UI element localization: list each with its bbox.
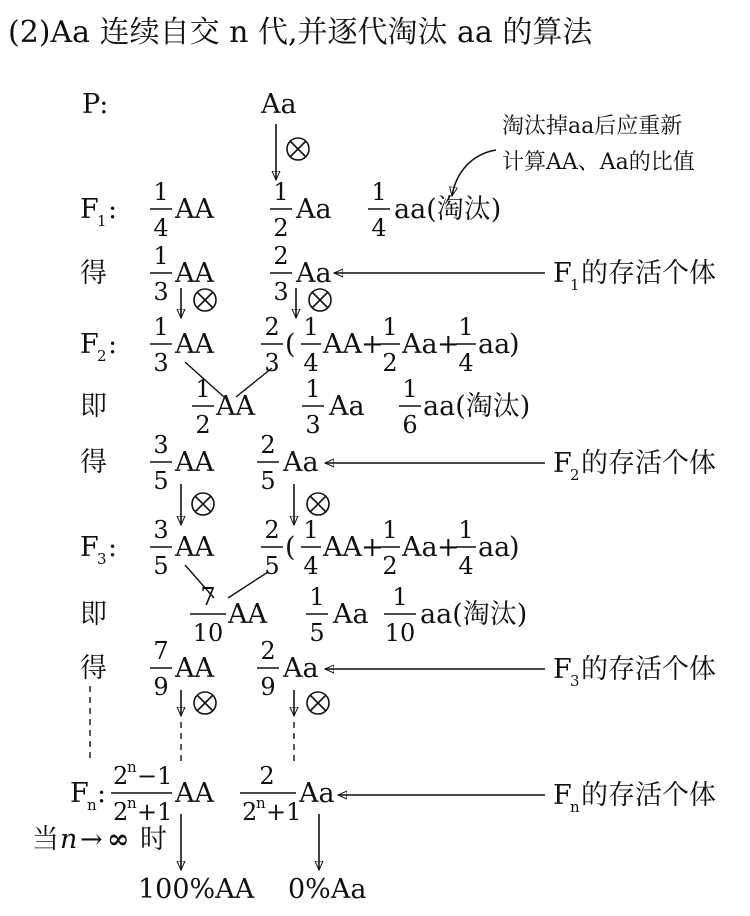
ji2-label: 即 — [80, 599, 107, 630]
svg-text:3: 3 — [153, 278, 169, 306]
svg-text:的存活个体: 的存活个体 — [581, 258, 716, 289]
svg-text:4: 4 — [303, 552, 319, 580]
f3-merge-line-right — [228, 572, 268, 598]
p-label: P: — [82, 89, 109, 120]
svg-text:2: 2 — [113, 798, 129, 826]
svg-text:n: n — [127, 794, 137, 812]
svg-text:1: 1 — [303, 516, 319, 544]
svg-text:7: 7 — [200, 583, 216, 611]
svg-text:2: 2 — [273, 242, 289, 270]
f2-term-Aa: Aa — [402, 329, 438, 360]
svg-text:2: 2 — [273, 214, 289, 242]
de2-label: 得 — [80, 447, 107, 478]
ji1-fraction-Aa — [302, 375, 324, 439]
svg-text:1: 1 — [305, 375, 321, 403]
svg-text:1: 1 — [153, 242, 169, 270]
svg-text:2: 2 — [382, 552, 398, 580]
svg-text:10: 10 — [192, 619, 224, 647]
svg-text:1: 1 — [303, 313, 319, 341]
ji1-genotype-Aa: Aa — [329, 391, 365, 422]
f3-term-fraction-1 — [301, 516, 321, 580]
de3-Aa-self-icon — [307, 692, 329, 714]
svg-text:1: 1 — [273, 178, 289, 206]
note-curved-arrow — [452, 150, 496, 196]
svg-text:+1: +1 — [137, 798, 173, 826]
svg-text:5: 5 — [153, 467, 169, 495]
svg-text:F: F — [70, 778, 89, 809]
ji2-genotype-AA: AA — [228, 599, 267, 630]
de3-genotype-Aa: Aa — [283, 653, 319, 684]
f1-label — [80, 194, 117, 230]
svg-text:5: 5 — [260, 467, 276, 495]
f3-genotype-AA: AA — [175, 532, 214, 563]
svg-text:n: n — [256, 794, 266, 812]
svg-text:1: 1 — [382, 516, 398, 544]
svg-text:3: 3 — [305, 411, 321, 439]
svg-text:时: 时 — [140, 824, 167, 855]
de2-fraction-Aa — [257, 431, 279, 495]
svg-text:2: 2 — [382, 349, 398, 377]
svg-text:F: F — [553, 654, 572, 685]
f3-close-paren: ) — [509, 532, 520, 563]
ji2-fraction-AA — [190, 583, 226, 647]
p-genotype: Aa — [261, 89, 297, 120]
ji1-label: 即 — [80, 391, 107, 422]
de3-AA-self-icon — [194, 692, 216, 714]
svg-text:3: 3 — [153, 349, 169, 377]
svg-text:的存活个体: 的存活个体 — [581, 448, 716, 479]
svg-text:∞: ∞ — [107, 824, 130, 855]
de3-survivor-label — [553, 654, 716, 690]
svg-text:6: 6 — [402, 411, 418, 439]
f2-close-paren: ) — [509, 329, 520, 360]
svg-text:1: 1 — [309, 583, 325, 611]
svg-text::: : — [108, 532, 118, 563]
svg-text:5: 5 — [153, 552, 169, 580]
svg-text:2: 2 — [195, 411, 211, 439]
f1-genotype-AA: AA — [175, 194, 214, 225]
de1-genotype-Aa: Aa — [296, 258, 332, 289]
svg-text:3: 3 — [264, 349, 280, 377]
svg-text:9: 9 — [153, 673, 169, 701]
svg-text:3: 3 — [153, 431, 169, 459]
svg-text::: : — [108, 329, 118, 360]
de2-survivor-label — [553, 448, 716, 484]
svg-text:n: n — [570, 798, 580, 816]
f3-coef-fraction — [261, 516, 283, 580]
fn-genotype-Aa: Aa — [299, 778, 335, 809]
svg-text:当: 当 — [32, 824, 59, 855]
ji2-fraction-aa — [384, 583, 416, 647]
fn-genotype-AA: AA — [175, 778, 214, 809]
f3-plus-1: + — [361, 532, 384, 563]
svg-text:10: 10 — [384, 619, 416, 647]
svg-text:9: 9 — [260, 673, 276, 701]
svg-text:4: 4 — [458, 552, 474, 580]
ji1-genotype-AA: AA — [216, 391, 255, 422]
svg-text:−1: −1 — [137, 762, 173, 790]
de1-fraction-Aa — [270, 242, 292, 306]
limit-condition — [32, 824, 167, 855]
fn-label — [70, 778, 106, 814]
ji2-genotype-aa-eliminated: aa(淘汰) — [420, 599, 528, 630]
svg-text:+1: +1 — [266, 798, 302, 826]
svg-text:2: 2 — [570, 466, 580, 484]
f2-open-paren: ( — [285, 329, 296, 360]
svg-text:2: 2 — [97, 347, 107, 365]
f3-label — [80, 532, 117, 568]
f1-genotype-Aa: Aa — [296, 194, 332, 225]
svg-text:2: 2 — [264, 516, 280, 544]
svg-text:F: F — [553, 258, 572, 289]
svg-text:3: 3 — [153, 516, 169, 544]
fn-fraction-AA — [111, 758, 172, 826]
f2-fraction-AA — [150, 313, 172, 377]
svg-text:2: 2 — [113, 762, 129, 790]
f2-coef-fraction — [261, 313, 283, 377]
svg-text:2: 2 — [260, 637, 276, 665]
f2-plus-1: + — [361, 329, 384, 360]
svg-text::: : — [97, 778, 107, 809]
f1-genotype-aa-eliminated: aa(淘汰) — [394, 194, 502, 225]
f3-term-aa: aa — [478, 532, 511, 563]
svg-text:1: 1 — [371, 178, 387, 206]
svg-text:1: 1 — [153, 178, 169, 206]
svg-text:n: n — [127, 758, 137, 776]
svg-text:1: 1 — [458, 313, 474, 341]
svg-text:1: 1 — [382, 313, 398, 341]
svg-text:F: F — [80, 194, 99, 225]
svg-text:2: 2 — [264, 313, 280, 341]
de3-label: 得 — [80, 653, 107, 684]
svg-text:4: 4 — [371, 214, 387, 242]
svg-text::: : — [108, 194, 118, 225]
svg-text:F: F — [553, 448, 572, 479]
svg-text:F: F — [553, 780, 572, 811]
f3-term-AA: AA — [323, 532, 362, 563]
f1-fraction-aa — [368, 178, 390, 242]
ji1-genotype-aa-eliminated: aa(淘汰) — [423, 391, 531, 422]
svg-text:n: n — [60, 824, 78, 855]
svg-text:7: 7 — [153, 637, 169, 665]
svg-text:2: 2 — [260, 431, 276, 459]
f2-term-AA: AA — [323, 329, 362, 360]
svg-text:F: F — [80, 532, 99, 563]
svg-text:F: F — [80, 329, 99, 360]
de1-AA-self-icon — [194, 289, 216, 311]
fn-fraction-Aa — [240, 762, 301, 826]
svg-text:1: 1 — [392, 583, 408, 611]
svg-text:5: 5 — [309, 619, 325, 647]
de1-label: 得 — [80, 258, 107, 289]
svg-text:1: 1 — [402, 375, 418, 403]
note-line-1: 淘汰掉aa后应重新 — [502, 114, 683, 139]
f3-fraction-AA — [150, 516, 172, 580]
de2-genotype-AA: AA — [175, 447, 214, 478]
svg-text:3: 3 — [570, 672, 580, 690]
ji2-genotype-Aa: Aa — [333, 599, 369, 630]
de3-fraction-AA — [150, 637, 172, 701]
f2-term-fraction-1 — [301, 313, 321, 377]
f2-plus-2: + — [437, 329, 460, 360]
svg-text:4: 4 — [303, 349, 319, 377]
svg-text:1: 1 — [153, 313, 169, 341]
fn-survivor-label — [553, 780, 716, 816]
ji2-fraction-Aa — [306, 583, 328, 647]
de1-survivor-label — [553, 258, 716, 294]
svg-text:的存活个体: 的存活个体 — [581, 780, 716, 811]
f3-open-paren: ( — [285, 532, 296, 563]
f2-genotype-AA: AA — [175, 329, 214, 360]
f1-fraction-Aa — [270, 178, 292, 242]
de2-genotype-Aa: Aa — [283, 447, 319, 478]
f1-fraction-aa-dom — [150, 178, 172, 242]
de1-genotype-AA: AA — [175, 258, 214, 289]
diagram-title: (2)Aa 连续自交 n 代,并逐代淘汰 aa 的算法 — [8, 15, 593, 50]
result-Aa: 0%Aa — [288, 874, 367, 905]
f3-term-Aa: Aa — [402, 532, 438, 563]
svg-text:2: 2 — [242, 798, 258, 826]
svg-text:n: n — [87, 796, 97, 814]
f2-term-aa: aa — [478, 329, 511, 360]
ji1-fraction-aa — [399, 375, 421, 439]
svg-text:3: 3 — [273, 278, 289, 306]
svg-text:1: 1 — [97, 212, 107, 230]
de3-fraction-Aa — [257, 637, 279, 701]
svg-text:4: 4 — [153, 214, 169, 242]
svg-text:4: 4 — [458, 349, 474, 377]
de2-AA-self-icon — [192, 493, 214, 515]
de1-Aa-self-icon — [309, 289, 331, 311]
svg-text:1: 1 — [458, 516, 474, 544]
svg-text:3: 3 — [97, 550, 107, 568]
f2-label — [80, 329, 117, 365]
svg-text:1: 1 — [195, 375, 211, 403]
result-AA: 100%AA — [138, 874, 255, 905]
de2-fraction-AA — [150, 431, 172, 495]
svg-text:的存活个体: 的存活个体 — [581, 654, 716, 685]
svg-text:5: 5 — [264, 552, 280, 580]
de2-Aa-self-icon — [307, 493, 329, 515]
de1-fraction-AA — [150, 242, 172, 306]
svg-text:→: → — [80, 824, 103, 855]
svg-text:1: 1 — [570, 276, 580, 294]
f3-plus-2: + — [437, 532, 460, 563]
note-line-2: 计算AA、Aa的比值 — [502, 150, 695, 175]
svg-text:2: 2 — [259, 762, 275, 790]
de3-genotype-AA: AA — [175, 653, 214, 684]
p-self-icon — [287, 138, 309, 160]
